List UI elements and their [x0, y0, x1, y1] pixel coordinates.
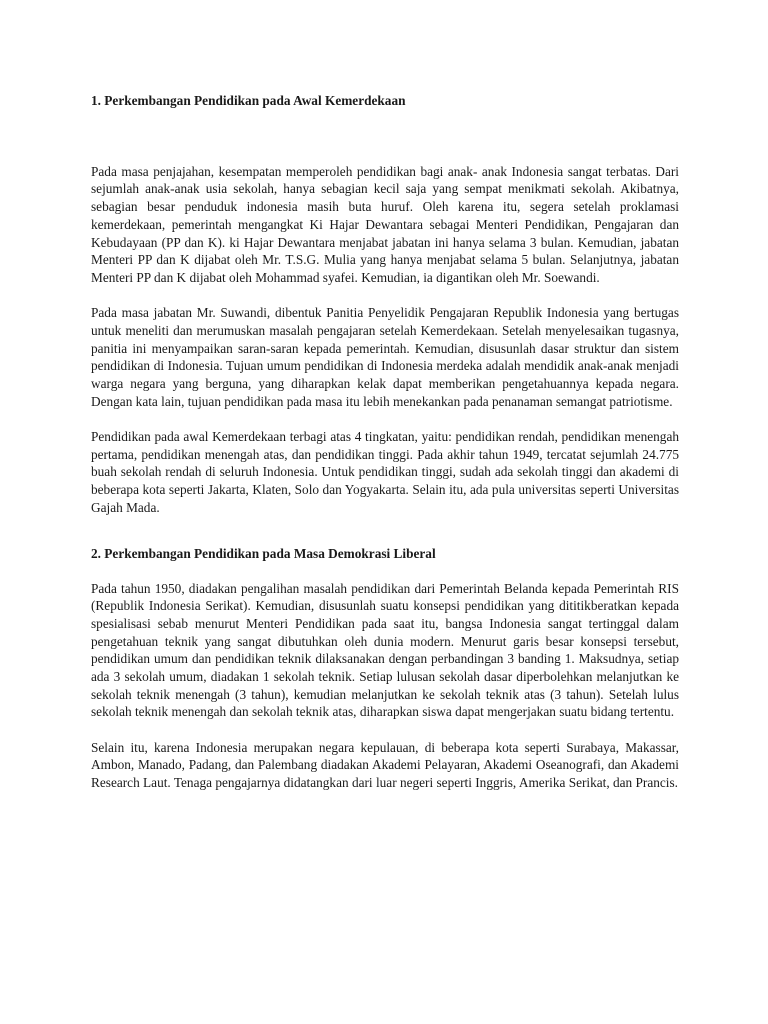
paragraph-1-3: Pendidikan pada awal Kemerdekaan terbagi atas 4 tingkatan, yaitu: pendidikan rendah, pendidikan menengah pertama, pendidikan menengah atas, dan pendidikan tinggi. Pada akhir tahun 1949, tercatat sejumlah 24.775 buah sekolah rendah di seluruh Indonesia. Untuk pendidikan tinggi, sudah ada sekolah tinggi dan akademi di beberapa kota seperti Jakarta, Klaten, Solo dan Yogyakarta. Selain itu, ada pula universitas seperti Universitas Gajah Mada. — [91, 428, 679, 515]
section-spacer — [91, 534, 679, 545]
section-heading-1: 1. Perkembangan Pendidikan pada Awal Kemerdekaan — [91, 93, 406, 108]
document-page — [91, 92, 679, 792]
section-heading-2: 2. Perkembangan Pendidikan pada Masa Demokrasi Liberal — [91, 545, 436, 561]
paragraph-2-1: Pada tahun 1950, diadakan pengalihan masalah pendidikan dari Pemerintah Belanda kepada Pemerintah RIS (Republik Indonesia Serikat). Kemudian, disusunlah suatu konsepsi pendidikan yang dititikberatkan kepada spesialisasi sebab menurut Menteri Pendidikan pada saat itu, bangsa Indonesia sangat tertinggal dalam pengetahuan teknik yang sangat dibutuhkan oleh dunia modern. Menurut garis besar konsepsi tersebut, pendidikan umum dan pendidikan teknik dilaksanakan dengan perbandingan 3 banding 1. Maksudnya, setiap ada 3 sekolah umum, diadakan 1 sekolah teknik. Setiap lulusan sekolah dasar diperbolehkan melanjutkan ke sekolah teknik menengah (3 tahun), kemudian melanjutkan ke sekolah teknik atas (3 tahun). Setelah lulus sekolah teknik menengah dan sekolah teknik atas, diharapkan siswa dapat mengerjakan suatu bidang tertentu. — [91, 580, 679, 720]
paragraph-2-2: Selain itu, karena Indonesia merupakan negara kepulauan, di beberapa kota seperti Surabaya, Makassar, Ambon, Manado, Padang, dan Palembang diadakan Akademi Pelayaran, Akademi Oseanografi, dan Akademi Research Laut. Tenaga pengajarnya didatangkan dari luar negeri seperti Inggris, Amerika Serikat, dan Prancis. — [91, 739, 679, 791]
paragraph-1-1: Pada masa penjajahan, kesempatan memperoleh pendidikan bagi anak- anak Indonesia sangat terbatas. Dari sejumlah anak-anak usia sekolah, hanya sebagian kecil saja yang sempat menikmati sekolah. Akibatnya, sebagian besar penduduk indonesia masih buta huruf. Oleh karena itu, segera setelah proklamasi kemerdekaan, pemerintah mengangkat Ki Hajar Dewantara sebagai Menteri Pendidikan, Pengajaran dan Kebudayaan (PP dan K). ki Hajar Dewantara menjabat jabatan ini hanya selama 3 bulan. Kemudian, jabatan Menteri PP dan K dijabat oleh Mr. T.S.G. Mulia yang hanya menjabat selama 5 bulan. Selanjutnya, jabatan Menteri PP dan K dijabat oleh Mohammad syafei. Kemudian, ia digantikan oleh Mr. Soewandi. — [91, 163, 679, 285]
paragraph-1-2: Pada masa jabatan Mr. Suwandi, dibentuk Panitia Penyelidik Pengajaran Republik Indonesia yang bertugas untuk meneliti dan merumuskan masalah pengajaran setelah Kemerdekaan. Setelah menyelesaikan tugasnya, panitia ini menyampaikan saran-saran kepada pemerintah. Kemudian, disusunlah dasar struktur dan sistem pendidikan di Indonesia. Tujuan umum pendidikan di Indonesia merdeka adalah mendidik anak-anak menjadi warga negara yang berguna, yang diharapkan kelak dapat memberikan pengetahuannya kepada negara. Dengan kata lain, tujuan pendidikan pada masa itu lebih menekankan pada penanaman semangat patriotisme. — [91, 305, 679, 409]
